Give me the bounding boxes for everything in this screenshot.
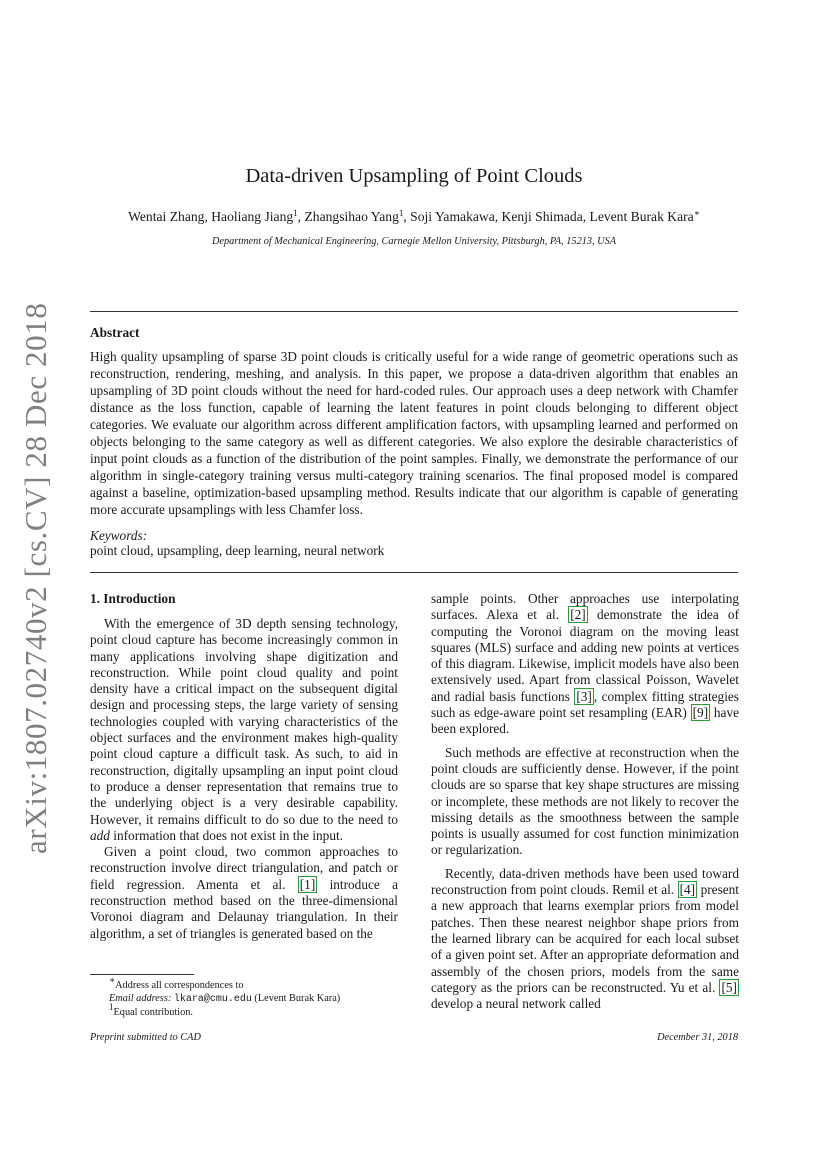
emphasis-add: add [90,827,110,843]
author-names-3: , Soji Yamakawa, Kenji Shimada, Levent Burak Kara [403,209,694,224]
intro-paragraph-1: With the emergence of 3D depth sensing technology, point cloud capture has become increasingly common in many applications involving shape digitization and reconstruction. While point cloud quality and point density have a critical impact on the subsequent digital design and processing steps, the large variety of sensing technologies coupled with varying characteristics of the object surfaces and the environment makes high-quality point cloud capture a difficult task. As such, to aid in reconstruction, digitally upsampling an input point cloud to produce a denser representation that remains true to the underlying object is a very desirable capability. However, it remains difficult to do so due to the need to add information that does not exist in the input. [90,616,398,843]
citation-link-9[interactable]: [9] [692,705,709,721]
email-link[interactable]: lkara@cmu.edu [173,994,252,1006]
intro-paragraph-3: sample points. Other approaches use interpolating surfaces. Alexa et al. [2] demonstrate the idea of computing the Voronoi diagram on the moving least squares (MLS) surface and adding new points at vertices of this diagram. Likewise, implicit models have also been extensively used. Apart from classical Poisson, Wavelet and radial basis functions [3] , complex fitting strategies such as edge-aware point set resampling (EAR) [9] have been explored. [431,591,740,737]
abstract-bottom-rule [90,572,738,573]
affiliation: Department of Mechanical Engineering, Carnegie Mellon University, Pittsburgh, PA, 15213, USA [211,236,617,247]
author-list [90,208,738,226]
citation-link-5[interactable]: [5] [721,979,737,995]
paper-title: Data-driven Upsampling of Point Clouds [245,165,583,187]
footnotes [90,975,410,1020]
section-heading-introduction: 1. Introduction [90,591,176,606]
footnote-equal-contribution: $^1$Equal contribution. [109,1002,193,1019]
arxiv-identifier: arXiv:1807.02740v2 [cs.CV] 28 Dec 2018 [18,302,53,854]
intro-paragraph-4: Such methods are effective at reconstruction when the point clouds are sufficiently dense. However, if the point clouds are so sparse that key shape structures are missing or incomplete, these methods are not likely to recover the missing details as the smoothness between the sample points is usually assumed for cost function minimization or regularization. [431,744,739,858]
abstract-heading: Abstract [90,325,140,340]
citation-link-3[interactable]: [3] [576,688,592,704]
citation-link-2[interactable]: [2] [570,607,586,623]
author-mark-2: 1 [398,208,404,218]
footnote-rule [90,974,194,975]
citation-link-4[interactable]: [4] [679,882,696,898]
left-column [90,616,398,942]
right-column [431,591,739,1012]
top-rule [90,311,738,312]
intro-paragraph-5: Recently, data-driven methods have been used toward reconstruction from point clouds. Remil et al. [4] present a new approach that learns exemplar priors from model patches. Then these nearest neighbor shape priors from the learned library can be acquired for each local subset of a given point set. After an appropriate deformation and assembly of the chosen priors, models from the same category as the priors can be reconstructed. Yu et al. [5] develop a neural network called [431,865,739,1012]
footer-venue: Preprint submitted to CAD [90,1032,201,1043]
author-names-2: , Zhangsihao Yang [297,209,399,224]
author-names-1: Wentai Zhang, Haoliang Jiang [128,209,294,224]
intro-paragraph-2: Given a point cloud, two common approaches to reconstruction involve direct triangulation, and patch or field regression. Amenta et al. [1] introduce a reconstruction method based on the three-dimensional Voronoi diagram and Delaunay triangulation. In their algorithm, a set of triangles is generated based on the [90,844,398,941]
footnote-email: Email address: lkara@cmu.edu (Levent Burak Kara) [109,993,341,1006]
author-mark-3: ∗ [693,208,700,218]
abstract-text: High quality upsampling of sparse 3D point clouds is critically useful for a wide range of geometric operations such as reconstruction, rendering, meshing, and analysis. In this paper, we propose a data-driven algorithm that enables an upsampling of 3D point clouds without the need for hard-coded rules. Our approach uses a deep network with Chamfer distance as the loss function, capable of learning the latent features in point clouds belonging to different object categories. We evaluate our algorithm across different amplification factors, with upsampling learned and performed on objects belonging to the same category as well as different categories. We also explore the desirable characteristics of input point clouds as a function of the distribution of the point samples. Finally, we demonstrate the performance of our algorithm in single-category training versus multi-category training scenarios. The final proposed model is compared against a baseline, optimization-based upsampling method. Results indicate that our algorithm is capable of generating more accurate upsamplings with less Chamfer loss. [90,349,738,517]
citation-link-1[interactable]: [1] [299,876,316,892]
keywords-text: point cloud, upsampling, deep learning, neural network [90,543,385,558]
author-mark-1: 1 [293,208,298,218]
footnote-correspondence: ∗Address all correspondences to [109,975,244,991]
footer-date: December 31, 2018 [657,1032,738,1043]
keywords-heading: Keywords: [90,528,148,543]
